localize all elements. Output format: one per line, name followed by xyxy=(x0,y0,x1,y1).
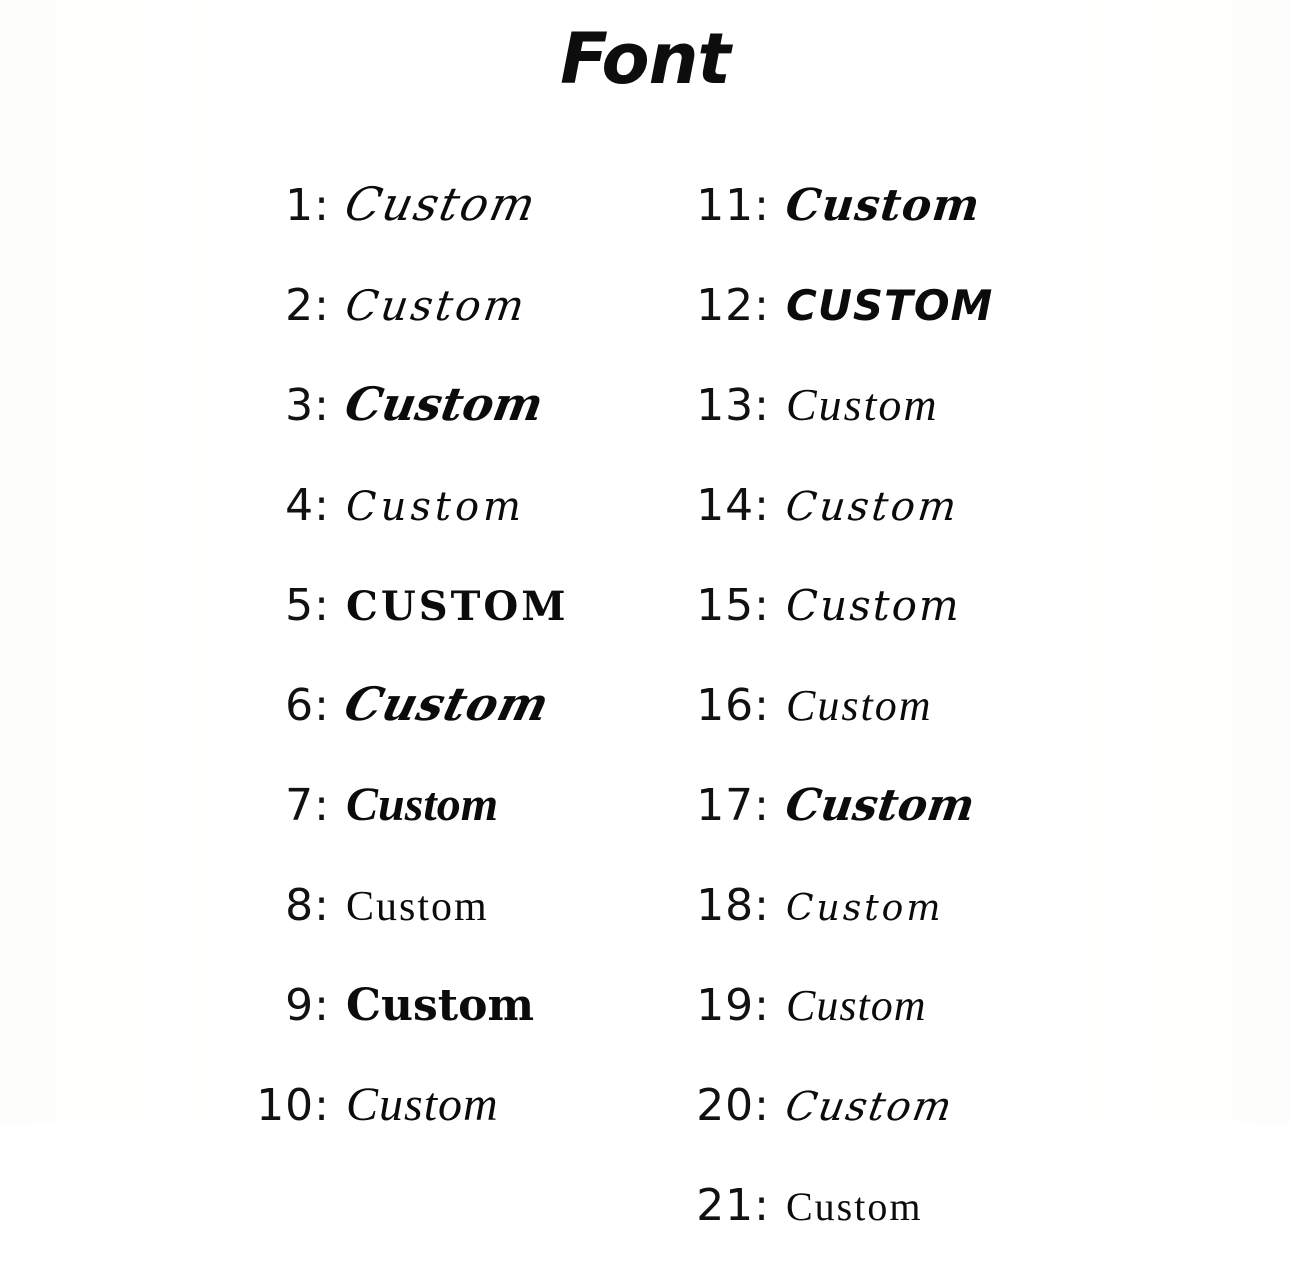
font-option-number: 21: xyxy=(696,1180,770,1231)
font-option-sample: Custom xyxy=(346,778,499,831)
font-option-number: 6: xyxy=(285,680,330,731)
font-option-sample: Custom xyxy=(781,1084,958,1130)
font-option-sample: Custom xyxy=(341,377,548,431)
font-option-13[interactable] xyxy=(650,380,1080,480)
font-option-sample: CUSTOM xyxy=(786,281,994,330)
page-title: Font xyxy=(560,18,730,100)
font-option-17[interactable] xyxy=(650,780,1080,880)
font-option-14[interactable] xyxy=(650,480,1080,580)
font-option-number: 15: xyxy=(696,580,770,631)
font-option-20[interactable] xyxy=(650,1080,1080,1180)
font-option-10[interactable] xyxy=(210,1080,640,1180)
font-option-number: 18: xyxy=(696,880,770,931)
font-option-11[interactable] xyxy=(650,180,1080,280)
font-column-right xyxy=(650,180,1080,1280)
font-option-7[interactable] xyxy=(210,780,640,880)
font-option-15[interactable] xyxy=(650,580,1080,680)
font-option-number: 2: xyxy=(285,280,330,331)
font-option-sample: Custom xyxy=(340,177,542,231)
font-option-19[interactable] xyxy=(650,980,1080,1080)
font-option-21[interactable] xyxy=(650,1180,1080,1280)
font-option-number: 9: xyxy=(285,980,330,1031)
font-option-number: 4: xyxy=(285,480,330,531)
font-option-number: 12: xyxy=(696,280,770,331)
font-option-18[interactable] xyxy=(650,880,1080,980)
font-option-sample: Custom xyxy=(346,1078,499,1131)
font-option-sample: CUSTOM xyxy=(346,583,569,630)
font-option-sample: Custom xyxy=(346,484,525,530)
font-option-2[interactable] xyxy=(210,280,640,380)
font-option-sample: Custom xyxy=(786,981,927,1030)
font-option-number: 20: xyxy=(696,1080,770,1131)
font-option-sample: Custom xyxy=(342,281,531,330)
font-option-number: 14: xyxy=(696,480,770,531)
font-option-number: 17: xyxy=(696,780,770,831)
font-option-12[interactable] xyxy=(650,280,1080,380)
font-option-3[interactable] xyxy=(210,377,640,480)
font-option-sample: Custom xyxy=(786,379,939,430)
font-option-sample: Custom xyxy=(346,884,489,930)
font-option-sample: Custom xyxy=(782,780,978,831)
font-option-6[interactable] xyxy=(210,677,640,780)
font-option-number: 8: xyxy=(285,880,330,931)
font-option-sample: Custom xyxy=(786,888,944,929)
font-option-16[interactable] xyxy=(650,680,1080,780)
font-option-number: 19: xyxy=(696,980,770,1031)
font-option-8[interactable] xyxy=(210,880,640,980)
font-options-list xyxy=(0,177,1290,1280)
font-option-number: 1: xyxy=(285,180,330,231)
font-option-sample: Custom xyxy=(346,980,535,1031)
font-option-number: 7: xyxy=(285,780,330,831)
font-option-sample: Custom xyxy=(783,180,983,231)
font-option-number: 11: xyxy=(696,180,770,231)
font-option-number: 5: xyxy=(285,580,330,631)
font-option-9[interactable] xyxy=(210,980,640,1080)
font-option-5[interactable] xyxy=(210,580,640,680)
font-option-number: 3: xyxy=(285,380,330,431)
font-option-sample: Custom xyxy=(786,581,961,630)
font-option-sample: Custom xyxy=(339,677,556,731)
font-option-1[interactable] xyxy=(210,177,640,280)
font-option-number: 13: xyxy=(696,380,770,431)
font-option-number: 10: xyxy=(256,1080,330,1131)
font-option-sample: Custom xyxy=(786,1184,923,1229)
font-option-4[interactable] xyxy=(210,480,640,580)
font-column-left xyxy=(210,177,640,1280)
font-option-sample: Custom xyxy=(783,484,962,530)
font-option-sample: Custom xyxy=(786,681,933,730)
font-option-number: 16: xyxy=(696,680,770,731)
